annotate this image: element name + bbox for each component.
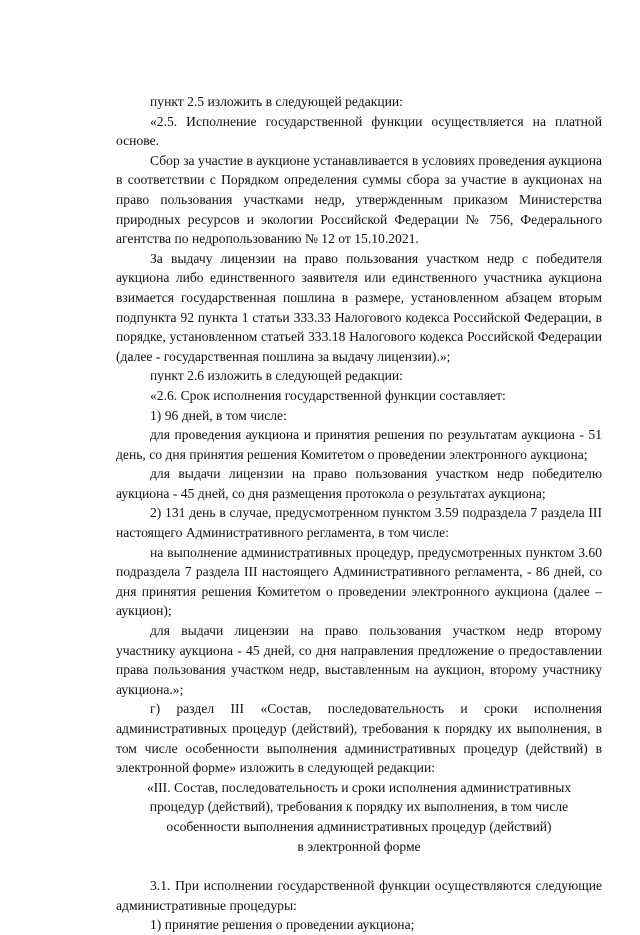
paragraph-2-6-text: «2.6. Срок исполнения государственной функции составляет: <box>150 387 506 403</box>
paragraph-term-96-days: 1) 96 дней, в том числе: <box>150 407 287 423</box>
paragraph-term-131-days: 2) 131 день в случае, предусмотренном пунктом 3.59 подраздела 7 раздела III настоящего Административного регламента, в том числе: <box>116 505 602 541</box>
paragraph-auction-fee: Сбор за участие в аукционе устанавливается в условиях проведения аукциона в соответствии с Порядком определения суммы сбора за участие в аукционах на право пользования участками недр, утвержденным приказом Министерства природных ресурсов и экологии Российской Федерации № 756, Федерального агентства по недропользованию № 12 от 15.10.2021. <box>116 152 602 247</box>
paragraph-second-participant: для выдачи лицензии на право пользования участком недр второму участнику аукциона - 45 дней, со дня направления предложение о предоставлении права пользования участком недр, выставленным на аукцион, второму участнику аукциона.»; <box>116 623 602 697</box>
section-title-line: в электронной форме <box>297 838 421 854</box>
paragraph-procedure-1: 1) принятие решения о проведении аукциона; <box>150 917 415 933</box>
paragraph-3-1: 3.1. При исполнении государственной функции осуществляются следующие административные процедуры: <box>116 878 602 913</box>
section-title-line: особенности выполнения административных процедур (действий) <box>166 818 552 834</box>
paragraph-section-iii-amend: г) раздел III «Состав, последовательность и сроки исполнения административных процедур (действий), требования к порядку их выполнения, в том числе особенности выполнения административных процедур (действий) в электронной форме» изложить в следующей редакции: <box>116 701 602 776</box>
section-title-line: процедур (действий), требования к порядку их выполнения, в том числе <box>149 799 569 815</box>
paragraph-state-duty: За выдачу лицензии на право пользования участком недр с победителя аукциона либо единственного заявителя или единственного участника аукциона взимается государственная пошлина в размере, установленном абзацем вторым подпункта 92 пункта 1 статьи 333.33 Налогового кодекса Российской Федерации, в порядке, установленном статьей 333.18 Налогового кодекса Российской Федерации (далее - государственная пошлина за выдачу лицензии).»; <box>116 250 602 364</box>
paragraph-auction-51-days: для проведения аукциона и принятия решения по результатам аукциона - 51 день, со дня принятия решения Комитетом о проведении электронного аукциона; <box>116 427 602 462</box>
document-body <box>116 92 602 935</box>
paragraph-amend-2-5: пункт 2.5 изложить в следующей редакции: <box>150 94 403 109</box>
section-title <box>116 778 602 856</box>
paragraph-2-5-text: «2.5. Исполнение государственной функции осуществляется на платной основе. <box>116 113 602 149</box>
paragraph-amend-2-6: пункт 2.6 изложить в следующей редакции: <box>150 368 403 384</box>
paragraph-license-45-days: для выдачи лицензии на право пользования участком недр победителю аукциона - 45 дней, со дня размещения протокола о результатах аукциона; <box>116 466 602 501</box>
paragraph-procedures-86-days: на выполнение административных процедур, предусмотренных пунктом 3.60 подраздела 7 раздела III настоящего Административного регламента, - 86 дней, со дня принятия решения Комитетом о проведении электронного аукциона (далее – аукцион); <box>116 544 602 619</box>
section-title-line: «III. Состав, последовательность и сроки исполнения административных <box>146 779 572 795</box>
